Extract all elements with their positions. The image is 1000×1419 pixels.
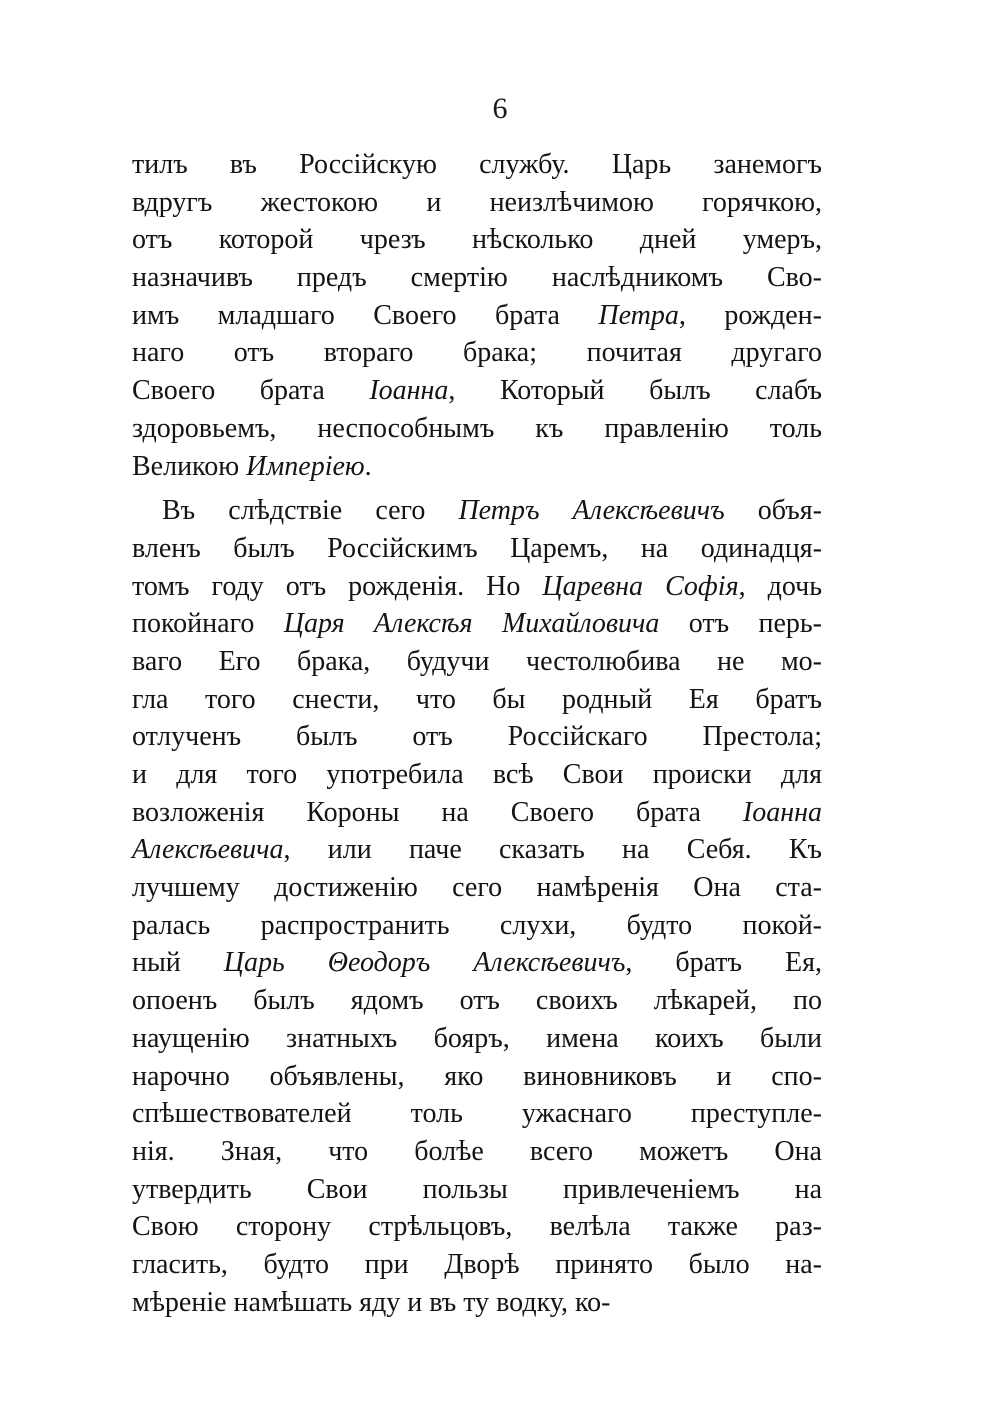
text-segment: наущенію знатныхъ бояръ, имена коихъ были bbox=[132, 1022, 822, 1054]
text-segment: Своего брата bbox=[132, 375, 370, 407]
text-line bbox=[132, 1208, 822, 1246]
text-line bbox=[132, 568, 822, 606]
paragraph bbox=[132, 146, 822, 485]
text-segment: опоенъ былъ ядомъ отъ своихъ лѣкарей, по bbox=[132, 985, 822, 1017]
italic-name: Іоанна bbox=[742, 796, 822, 828]
text-segment: отъ перь- bbox=[659, 608, 822, 640]
text-segment: , братъ Ея, bbox=[625, 947, 822, 979]
text-segment: , дочь bbox=[738, 570, 822, 602]
italic-name: Имперіею bbox=[246, 450, 365, 482]
text-segment: отъ которой чрезъ нѣсколько дней умеръ, bbox=[132, 224, 822, 256]
text-line bbox=[132, 334, 822, 372]
italic-name: Петръ Алексѣевичъ bbox=[458, 495, 725, 527]
text-line bbox=[132, 184, 822, 222]
text-segment: мѣреніе намѣшать яду и въ ту водку, ко- bbox=[132, 1286, 611, 1318]
italic-name: Царевна Софія bbox=[542, 570, 739, 602]
text-segment: и для того употребила всѣ Свои происки для bbox=[132, 759, 822, 790]
paragraph bbox=[132, 492, 822, 1321]
text-line bbox=[132, 756, 822, 794]
text-line bbox=[132, 1246, 822, 1284]
text-line bbox=[132, 794, 822, 832]
text-line bbox=[132, 1284, 822, 1322]
text-line bbox=[132, 530, 822, 568]
text-segment: тилъ въ Россійскую службу. Царь занемогъ bbox=[132, 149, 822, 180]
text-segment: возложенія Короны на Своего брата bbox=[132, 796, 743, 828]
text-segment: гла того снести, что бы родный Ея братъ bbox=[132, 683, 822, 715]
text-line bbox=[132, 1058, 822, 1096]
text-line bbox=[132, 492, 822, 530]
text-segment: ваго Его брака, будучи честолюбива не мо- bbox=[132, 645, 822, 677]
text-segment: ный bbox=[132, 947, 224, 979]
text-segment: вдругъ жестокою и неизлѣчимою горячкою, bbox=[132, 186, 822, 218]
text-segment: , рожден- bbox=[678, 299, 822, 331]
text-segment: отлученъ былъ отъ Россійскаго Престола; bbox=[132, 721, 822, 753]
text-line bbox=[132, 869, 822, 907]
text-segment: имъ младшаго Своего брата bbox=[132, 299, 599, 331]
text-line bbox=[132, 681, 822, 719]
text-segment: наго отъ втораго брака; почитая другаго bbox=[132, 337, 822, 369]
text-line bbox=[132, 1020, 822, 1058]
page-number: 6 bbox=[492, 92, 508, 125]
text-segment: объя- bbox=[724, 495, 822, 527]
text-segment: покойнаго bbox=[132, 608, 284, 640]
italic-name: Царь Θеодоръ Алексѣевичъ bbox=[223, 947, 626, 979]
text-line bbox=[132, 643, 822, 681]
text-line bbox=[132, 410, 822, 448]
text-segment: ралась распространить слухи, будто покой- bbox=[132, 909, 822, 941]
text-line bbox=[132, 944, 822, 982]
italic-name: Алексѣевича bbox=[132, 834, 284, 866]
text-segment: Свою сторону стрѣльцовъ, велѣла также раз- bbox=[132, 1211, 822, 1243]
text-segment: , или паче сказать на Себя. Къ bbox=[283, 834, 822, 866]
text-line bbox=[132, 605, 822, 643]
body-text bbox=[132, 146, 822, 1328]
text-line bbox=[132, 448, 822, 486]
text-line bbox=[132, 259, 822, 297]
text-segment: нія. Зная, что болѣе всего можетъ Она bbox=[132, 1135, 822, 1167]
text-segment: назначивъ предъ смертію наслѣдникомъ Сво- bbox=[132, 262, 822, 294]
text-segment: утвердить Свои пользы привлеченіемъ на bbox=[132, 1173, 822, 1205]
italic-name: Іоанна bbox=[369, 375, 449, 407]
text-segment: спѣшествователей толь ужаснаго преступле- bbox=[132, 1098, 822, 1130]
text-line bbox=[132, 221, 822, 259]
text-line bbox=[132, 718, 822, 756]
text-segment: , Который былъ слабъ bbox=[448, 375, 822, 407]
text-segment: здоровьемъ, неспособнымъ къ правленію толь bbox=[132, 412, 822, 444]
text-line bbox=[132, 372, 822, 410]
text-line bbox=[132, 1133, 822, 1171]
text-segment: томъ году отъ рожденія. Но bbox=[132, 570, 543, 602]
text-line bbox=[132, 297, 822, 335]
text-segment: вленъ былъ Россійскимъ Царемъ, на одинадця- bbox=[132, 532, 822, 564]
text-line bbox=[132, 1171, 822, 1209]
italic-name: Петра bbox=[598, 299, 679, 331]
text-line bbox=[132, 146, 822, 184]
text-segment: лучшему достиженію сего намѣренія Она ста- bbox=[132, 872, 822, 904]
text-line bbox=[132, 831, 822, 869]
text-segment: нарочно объявлены, яко виновниковъ и спо- bbox=[132, 1060, 822, 1092]
text-segment: . bbox=[364, 450, 372, 482]
text-segment: гласить, будто при Дворѣ принято было на- bbox=[132, 1248, 822, 1280]
text-line bbox=[132, 982, 822, 1020]
text-segment: Великою bbox=[132, 450, 247, 482]
text-line bbox=[132, 907, 822, 945]
italic-name: Царя Алексѣя Михайловича bbox=[283, 608, 660, 640]
text-segment: Въ слѣдствіе сего bbox=[162, 495, 459, 527]
text-line bbox=[132, 1095, 822, 1133]
